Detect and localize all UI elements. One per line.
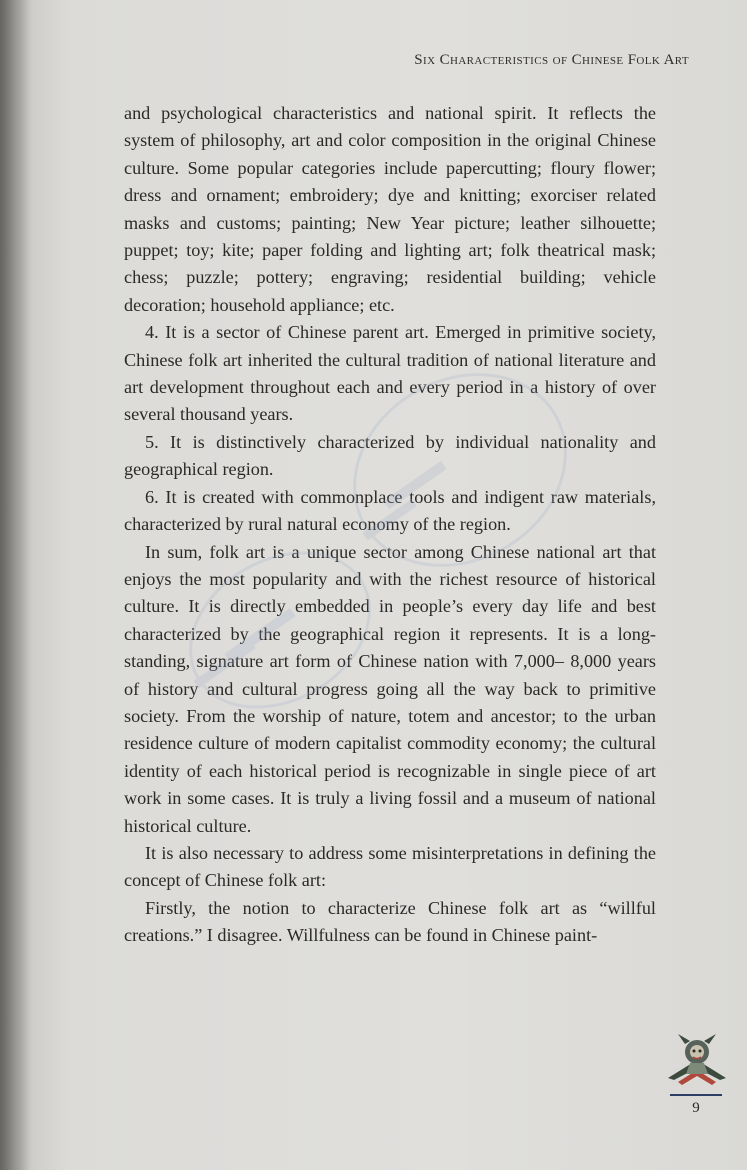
paragraph: and psychological characteristics and national spirit. It reflects the system of philosophy, art and color composition in the original Chinese culture. Some popular categories include papercutting; floury flower; dress and ornament; embroidery; dye and knitting; exorciser related masks and customs; painting; New Year picture; leather silhouette; puppet; toy; kite; paper folding and lighting art; folk theatrical mask; chess; puzzle; pottery; engraving; residential building; vehicle decoration; household appliance; etc. [124, 103, 656, 315]
paragraph: It is also necessary to address some misinterpretations in defining the concept of Chinese folk art: [124, 842, 656, 891]
body-text [124, 100, 656, 950]
folk-figure-ornament-icon [664, 1030, 730, 1092]
paragraph: Firstly, the notion to characterize Chinese folk art as “willful creations.” I disagree. Willfulness can be found in Chinese paint- [124, 897, 656, 946]
paragraph: 4. It is a sector of Chinese parent art. Emerged in primitive society, Chinese folk art inherited the cultural tradition of national literature and art development throughout each and every period in a history of over several thousand years. [124, 322, 656, 425]
running-header: Six Characteristics of Chinese Folk Art [414, 52, 689, 68]
spine-shadow [0, 0, 30, 1170]
paragraph: 6. It is created with commonplace tools and indigent raw materials, characterized by rural natural economy of the region. [124, 486, 656, 535]
page-number-rule [670, 1094, 722, 1096]
paragraph: In sum, folk art is a unique sector among Chinese national art that enjoys the most popularity and with the richest resource of historical culture. It is directly embedded in people’s every day life and best characterized by the geographical region it represents. It is a long-standing, signature art form of Chinese nation with 7,000– 8,000 years of history and cultural progress going all the way back to primitive society. From the worship of nature, totem and ancestor; to the urban residence culture of modern capitalist commodity economy; the cultural identity of each historical period is recognizable in single piece of art work in some cases. It is truly a living fossil and a museum of national historical culture. [124, 541, 656, 836]
page-number: 9 [692, 1100, 700, 1116]
paragraph: 5. It is distinctively characterized by individual nationality and geographical region. [124, 431, 656, 480]
